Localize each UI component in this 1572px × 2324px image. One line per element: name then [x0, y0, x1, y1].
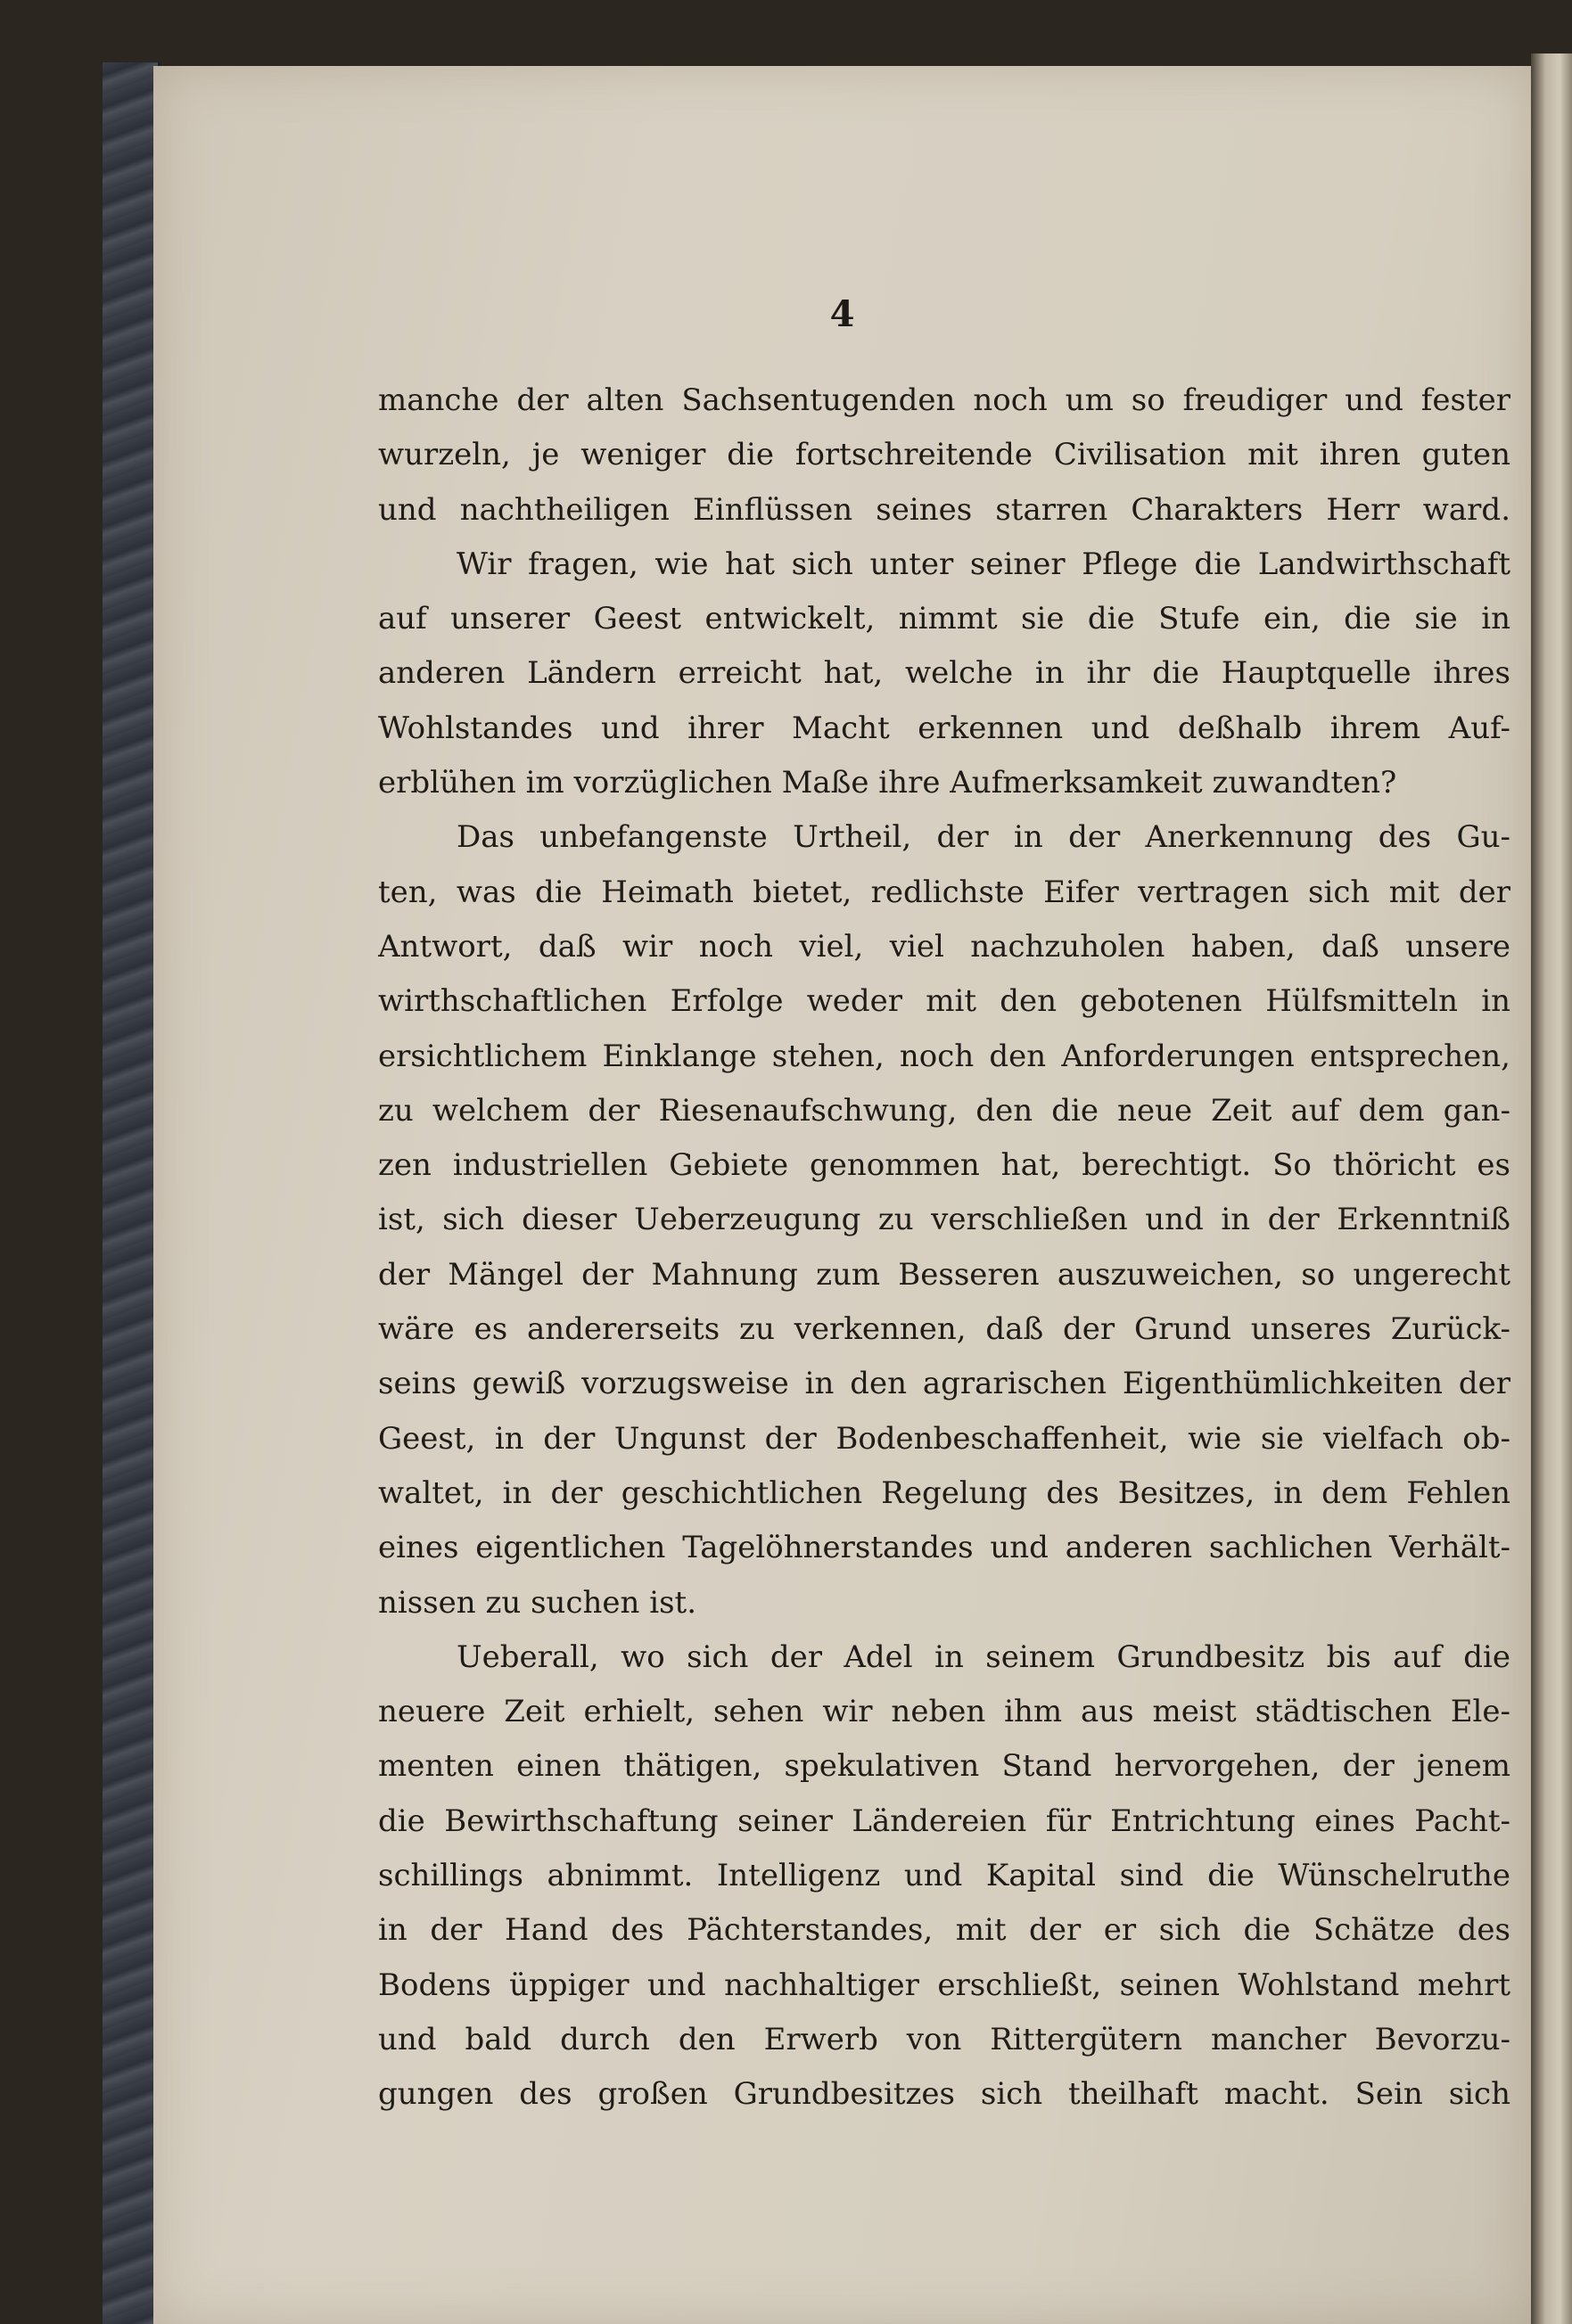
text-line: Wohlstandes und ihrer Macht erkennen und deßhalb ihrem Auf-: [378, 710, 1510, 746]
text-line: zu welchem der Riesenaufschwung, den die neue Zeit auf dem gan-: [378, 1092, 1510, 1129]
text-line: Das unbefangenste Urtheil, der in der Anerkennung des Gu-: [457, 819, 1510, 856]
text-line: auf unserer Geest entwickelt, nimmt sie die Stufe ein, die sie in: [378, 601, 1510, 637]
text-line: waltet, in der geschichtlichen Regelung des Besitzes, in dem Fehlen: [378, 1474, 1510, 1511]
text-line: ten, was die Heimath bietet, redlichste Eifer vertragen sich mit der: [378, 874, 1510, 910]
text-line: Wir fragen, wie hat sich unter seiner Pflege die Landwirthschaft: [457, 546, 1510, 582]
text-line: wäre es andererseits zu verkennen, daß der Grund unseres Zurück-: [378, 1311, 1510, 1348]
text-line: und bald durch den Erwerb von Rittergütern mancher Bevorzu-: [378, 2021, 1510, 2057]
text-line: manche der alten Sachsentugenden noch um so freudiger und fester: [378, 382, 1510, 418]
page-edge: [1531, 53, 1572, 2324]
text-line: erblühen im vorzüglichen Maße ihre Aufmerksamkeit zuwandten?: [378, 765, 1397, 801]
page-number: 4: [829, 293, 855, 335]
text-line: zen industriellen Gebiete genommen hat, berechtigt. So thöricht es: [378, 1147, 1510, 1184]
text-line: und nachtheiligen Einflüssen seines starren Charakters Herr ward.: [378, 491, 1510, 528]
text-line: der Mängel der Mahnung zum Besseren auszuweichen, so ungerecht: [378, 1256, 1510, 1293]
text-line: neuere Zeit erhielt, sehen wir neben ihm aus meist städtischen Ele-: [378, 1694, 1510, 1730]
text-line: ist, sich dieser Ueberzeugung zu verschließen und in der Erkenntniß: [378, 1202, 1510, 1238]
text-line: wurzeln, je weniger die fortschreitende Civilisation mit ihren guten: [378, 437, 1510, 473]
text-line: Ueberall, wo sich der Adel in seinem Grundbesitz bis auf die: [457, 1638, 1510, 1675]
text-line: gungen des großen Grundbesitzes sich theilhaft macht. Sein sich: [378, 2076, 1510, 2113]
book-page: [153, 66, 1531, 2324]
text-line: die Bewirthschaftung seiner Ländereien für Entrichtung eines Pacht-: [378, 1803, 1510, 1839]
text-line: Geest, in der Ungunst der Bodenbeschaffenheit, wie sie vielfach ob-: [378, 1420, 1510, 1457]
body-text: [378, 374, 1510, 2123]
text-line: menten einen thätigen, spekulativen Stand hervorgehen, der jenem: [378, 1748, 1510, 1785]
text-line: in der Hand des Pächterstandes, mit der er sich die Schätze des: [378, 1912, 1510, 1949]
text-line: ersichtlichem Einklange stehen, noch den Anforderungen entsprechen,: [378, 1038, 1510, 1074]
text-line: eines eigentlichen Tagelöhnerstandes und anderen sachlichen Verhält-: [378, 1530, 1510, 1566]
text-line: seins gewiß vorzugsweise in den agrarischen Eigenthümlichkeiten der: [378, 1366, 1510, 1402]
text-line: Bodens üppiger und nachhaltiger erschließt, seinen Wohlstand mehrt: [378, 1967, 1510, 2003]
text-line: anderen Ländern erreicht hat, welche in ihr die Hauptquelle ihres: [378, 655, 1510, 692]
text-line: schillings abnimmt. Intelligenz und Kapital sind die Wünschelruthe: [378, 1858, 1510, 1894]
text-line: wirthschaftlichen Erfolge weder mit den gebotenen Hülfsmitteln in: [378, 983, 1510, 1020]
text-line: Antwort, daß wir noch viel, viel nachzuholen haben, daß unsere: [378, 928, 1510, 965]
book-spine: [103, 62, 160, 2324]
text-line: nissen zu suchen ist.: [378, 1584, 697, 1621]
